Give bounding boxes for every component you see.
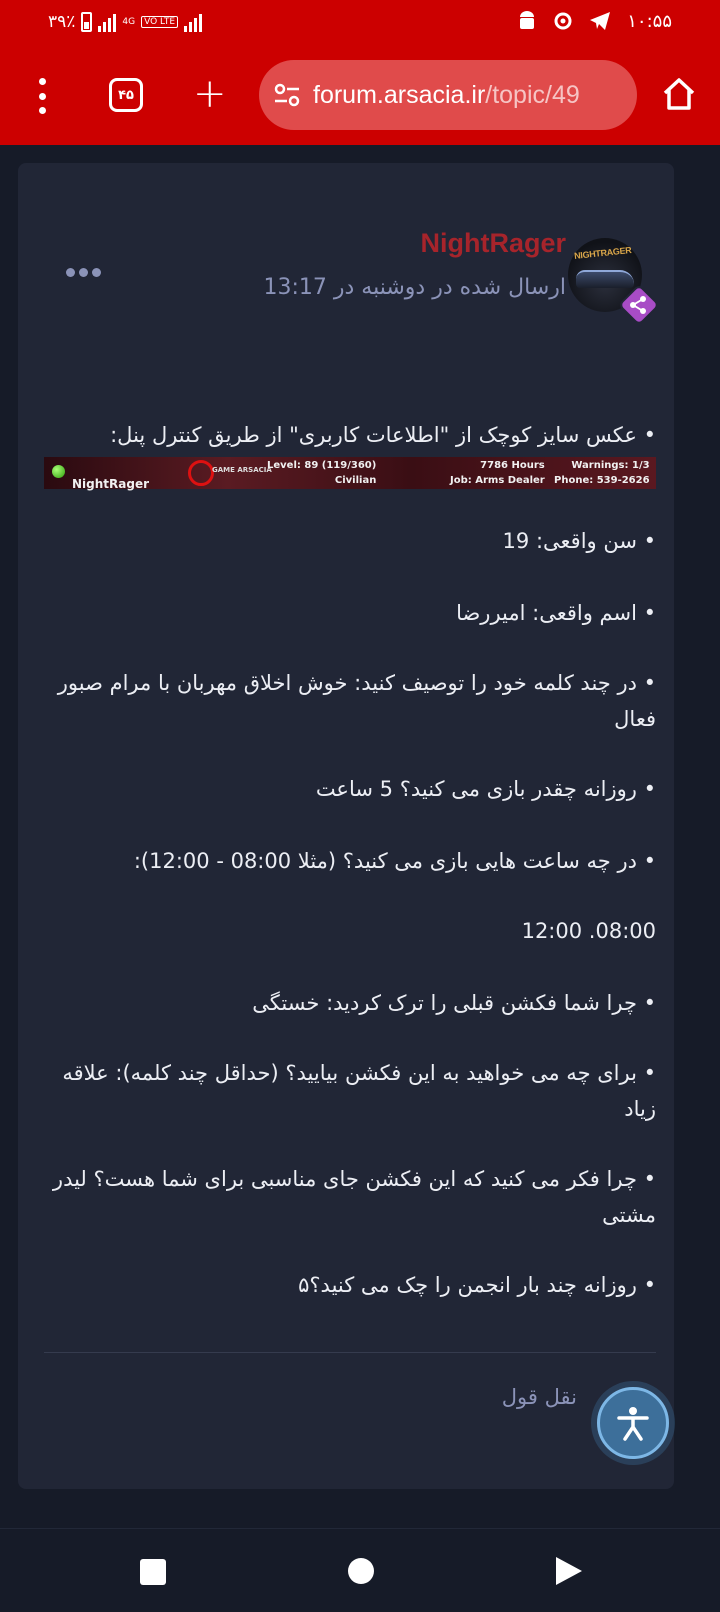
author-name[interactable]: NightRager <box>420 228 566 258</box>
answer-age: • سن واقعی: 19 <box>502 529 656 553</box>
avatar-car-image <box>576 270 634 288</box>
sig-logo-text: GAME ARSACIA <box>212 466 272 474</box>
browser-toolbar <box>0 48 720 145</box>
volte-icon: VO LTE <box>141 16 178 28</box>
telegram-icon <box>589 11 611 31</box>
post-card <box>18 163 674 1489</box>
sig-hours: 7786 Hours <box>480 460 545 471</box>
answer-play-times: 08:00. 12:00 <box>521 919 656 943</box>
answer-join-reason: • برای چه می خواهید به این فکشن بیایید؟ (حداقل چند کلمه): علاقه زیاد <box>62 1061 656 1121</box>
sig-warnings-block <box>554 458 650 488</box>
sig-rank: Civilian <box>334 475 377 486</box>
android-icon <box>517 10 537 32</box>
answer-name: • اسم واقعی: امیررضا <box>456 601 656 625</box>
answer-daily-hours: • روزانه چقدر بازی می کنید؟ 5 ساعت <box>315 777 656 801</box>
post-date: ارسال شده در دوشنبه در 13:17 <box>263 275 566 300</box>
sig-job: Job: Arms Dealer <box>450 475 545 486</box>
divider <box>44 1352 656 1353</box>
system-nav-bar <box>0 1528 720 1612</box>
avatar-text: NIGHTRAGER <box>573 245 632 261</box>
new-tab-icon[interactable]: + <box>193 71 227 117</box>
more-options-icon[interactable] <box>66 268 101 277</box>
url-domain: forum.arsacia.ir <box>313 80 486 109</box>
accessibility-button[interactable] <box>597 1387 669 1459</box>
sig-level: Level: 89 (119/360) <box>267 460 377 471</box>
signal-icon <box>98 12 116 32</box>
url-path: /topic/49 <box>485 80 580 109</box>
menu-icon[interactable] <box>30 78 54 114</box>
battery-percent: ۳۹٪ <box>48 12 76 32</box>
quote-button[interactable]: نقل قول <box>501 1385 577 1409</box>
tab-switcher-button[interactable]: ۴۵ <box>109 78 143 112</box>
avatar[interactable] <box>568 238 642 312</box>
answer-fit-reason: • چرا فکر می کنید که این فکشن جای مناسبی برای شما هست؟ لیدر مشتی <box>52 1167 656 1227</box>
sig-name: NightRager <box>72 477 150 491</box>
url-text[interactable] <box>313 81 580 110</box>
home-nav-icon[interactable] <box>348 1558 374 1584</box>
network-type: 4G <box>122 17 136 27</box>
question-play-times: • در چه ساعت هایی بازی می کنید؟ (مثلا 08:00 - 12:00): <box>133 849 656 873</box>
battery-icon <box>81 12 92 32</box>
site-settings-icon[interactable] <box>273 81 301 109</box>
share-icon <box>626 292 652 318</box>
accessibility-icon <box>613 1403 653 1443</box>
sync-icon <box>553 11 573 31</box>
signature-intro: • عکس سایز کوچک از "اطلاعات کاربری" از طریق کنترل پنل: <box>110 423 656 447</box>
arsacia-logo-icon <box>188 460 214 486</box>
group-badge <box>618 284 660 326</box>
recents-icon[interactable] <box>140 1559 166 1585</box>
address-bar[interactable] <box>259 60 637 130</box>
answer-leave-reason: • چرا شما فکشن قبلی را ترک کردید: خستگی <box>252 991 656 1015</box>
sig-level-block <box>267 458 376 488</box>
home-icon[interactable] <box>661 76 697 112</box>
sig-warnings: Warnings: 1/3 <box>571 460 650 471</box>
status-bar <box>0 0 720 48</box>
clock: ۱۰:۵۵ <box>627 10 672 32</box>
signature-image <box>44 457 656 489</box>
answer-forum-checks: • روزانه چند بار انجمن را چک می کنید؟۵ <box>298 1273 656 1297</box>
online-status-icon <box>52 465 65 478</box>
sig-phone: Phone: 539-2626 <box>554 475 650 486</box>
back-icon[interactable] <box>556 1557 582 1585</box>
signal-icon-2 <box>184 12 202 32</box>
sig-hours-block <box>450 458 545 488</box>
answer-describe: • در چند کلمه خود را توصیف کنید: خوش اخلاق مهربان با مرام صبور فعال <box>57 671 656 731</box>
